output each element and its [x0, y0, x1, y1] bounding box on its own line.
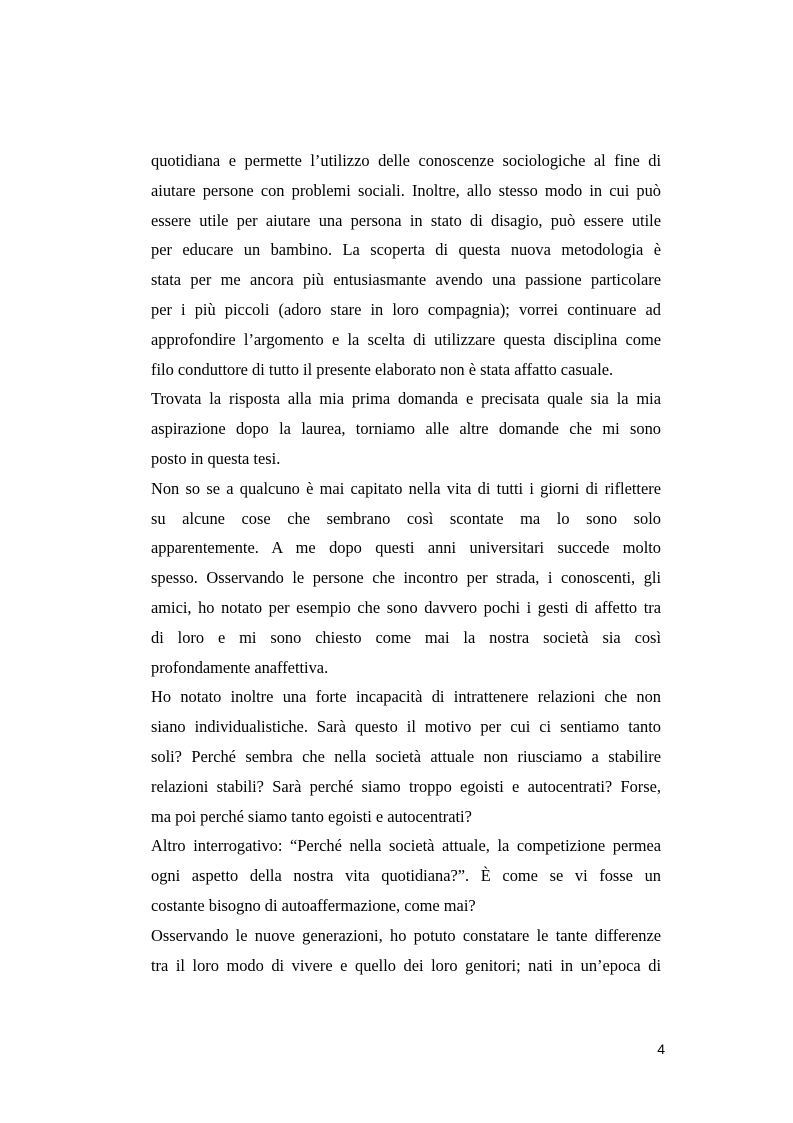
- text-line: Trovata la risposta alla mia prima domanda e precisata quale sia la mia: [151, 389, 661, 409]
- body-text: [151, 146, 661, 980]
- text-line: su alcune cose che sembrano così scontate ma lo sono solo: [151, 508, 661, 528]
- text-line: siano individualistiche. Sarà questo il motivo per cui ci sentiamo tanto: [151, 717, 661, 737]
- text-line: relazioni stabili? Sarà perché siamo troppo egoisti e autocentrati? Forse,: [151, 776, 661, 796]
- text-line: per educare un bambino. La scoperta di questa nuova metodologia è: [151, 240, 661, 260]
- text-line: quotidiana e permette l’utilizzo delle conoscenze sociologiche al fine di: [151, 151, 661, 170]
- text-line: ma poi perché siamo tanto egoisti e autocentrati?: [151, 806, 472, 826]
- text-line: filo conduttore di tutto il presente elaborato non è stata affatto casuale.: [151, 359, 614, 379]
- text-line: ogni aspetto della nostra vita quotidiana?”. È come se vi fosse un: [151, 866, 661, 886]
- text-line: posto in questa tesi.: [151, 448, 281, 468]
- text-line: Non so se a qualcuno è mai capitato nella vita di tutti i giorni di riflettere: [151, 478, 661, 498]
- text-line: Osservando le nuove generazioni, ho potuto constatare le tante differenze: [151, 925, 661, 945]
- text-line: stata per me ancora più entusiasmante avendo una passione particolare: [151, 270, 661, 290]
- text-line: Ho notato inoltre una forte incapacità di intrattenere relazioni che non: [151, 687, 661, 707]
- text-line: amici, ho notato per esempio che sono davvero pochi i gesti di affetto tra: [151, 597, 661, 617]
- text-line: essere utile per aiutare una persona in stato di disagio, può essere utile: [151, 210, 661, 230]
- text-line: spesso. Osservando le persone che incontro per strada, i conoscenti, gli: [151, 568, 661, 588]
- text-line: Altro interrogativo: “Perché nella società attuale, la competizione permea: [151, 836, 661, 856]
- text-line: tra il loro modo di vivere e quello dei loro genitori; nati in un’epoca di: [151, 955, 661, 975]
- text-line: costante bisogno di autoaffermazione, come mai?: [151, 895, 476, 915]
- text-line: approfondire l’argomento e la scelta di utilizzare questa disciplina come: [151, 329, 661, 349]
- text-line: aiutare persone con problemi sociali. Inoltre, allo stesso modo in cui può: [151, 180, 661, 200]
- text-line: soli? Perché sembra che nella società attuale non riusciamo a stabilire: [151, 746, 661, 766]
- page-number: 4: [657, 1041, 665, 1057]
- text-line: di loro e mi sono chiesto come mai la nostra società sia così: [151, 627, 661, 647]
- text-line: profondamente anaffettiva.: [151, 657, 329, 677]
- text-line: per i più piccoli (adoro stare in loro compagnia); vorrei continuare ad: [151, 299, 661, 319]
- text-line: apparentemente. A me dopo questi anni universitari succede molto: [151, 538, 661, 558]
- text-line: aspirazione dopo la laurea, torniamo alle altre domande che mi sono: [151, 419, 661, 439]
